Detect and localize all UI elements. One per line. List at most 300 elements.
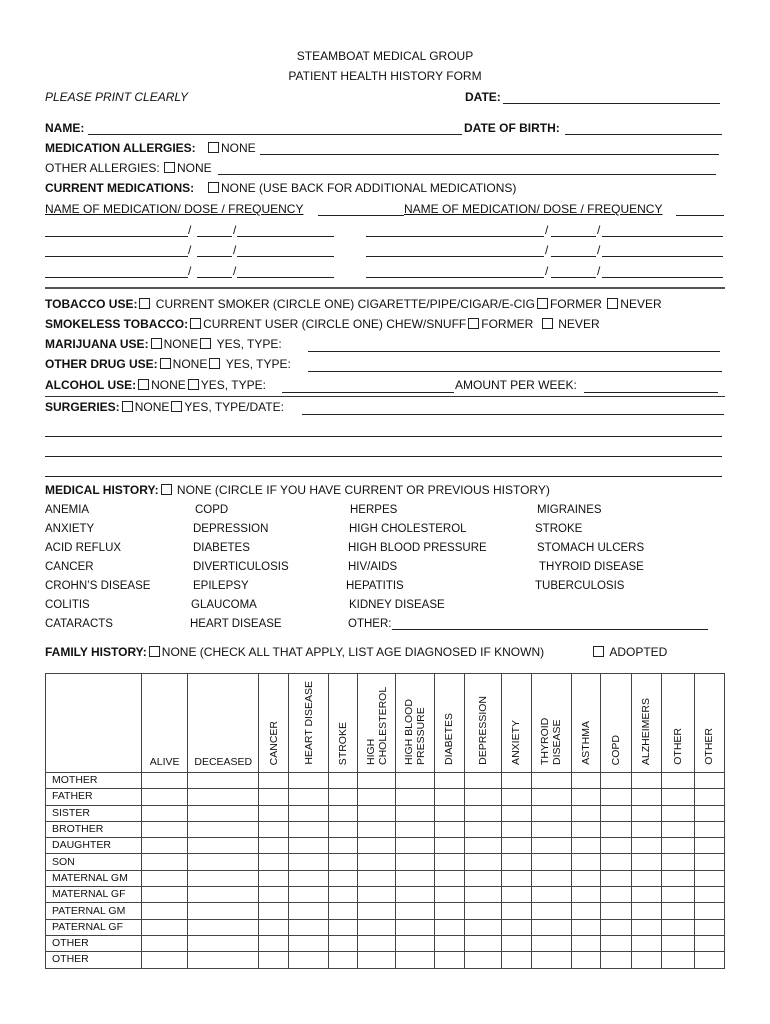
medical-condition-item[interactable]: ACID REFLUX bbox=[45, 542, 122, 554]
table-cell[interactable] bbox=[464, 952, 501, 968]
table-cell[interactable] bbox=[289, 919, 329, 935]
condition-header-label: OTHER bbox=[671, 728, 684, 765]
smokeless-never-checkbox[interactable] bbox=[542, 318, 553, 329]
table-cell[interactable] bbox=[501, 903, 531, 919]
table-cell[interactable] bbox=[571, 821, 600, 837]
table-row bbox=[46, 789, 725, 805]
table-cell[interactable] bbox=[358, 870, 396, 886]
table-cell[interactable] bbox=[531, 935, 571, 951]
table-cell[interactable] bbox=[329, 903, 358, 919]
table-cell[interactable] bbox=[571, 805, 600, 821]
table-cell[interactable] bbox=[464, 854, 501, 870]
table-cell[interactable] bbox=[571, 854, 600, 870]
medication-field-line[interactable] bbox=[197, 277, 232, 278]
table-cell[interactable] bbox=[396, 805, 434, 821]
table-cell[interactable] bbox=[464, 821, 501, 837]
table-cell[interactable] bbox=[289, 773, 329, 789]
table-cell[interactable] bbox=[434, 854, 464, 870]
table-cell[interactable] bbox=[396, 821, 434, 837]
table-cell[interactable] bbox=[571, 838, 600, 854]
table-cell[interactable] bbox=[661, 935, 694, 951]
medical-condition-item[interactable]: HERPES bbox=[350, 504, 398, 516]
medication-field-line[interactable] bbox=[602, 256, 723, 257]
medical-condition-item[interactable]: STOMACH ULCERS bbox=[537, 542, 645, 554]
medical-condition-item[interactable]: KIDNEY DISEASE bbox=[349, 599, 445, 611]
table-cell[interactable] bbox=[289, 870, 329, 886]
medical-condition-item[interactable]: MIGRAINES bbox=[537, 504, 602, 516]
table-cell[interactable] bbox=[531, 903, 571, 919]
relative-label: SON bbox=[46, 854, 142, 870]
table-cell[interactable] bbox=[464, 903, 501, 919]
table-cell[interactable] bbox=[531, 838, 571, 854]
table-cell[interactable] bbox=[289, 952, 329, 968]
other-drug-yes-checkbox[interactable] bbox=[209, 358, 220, 369]
table-cell[interactable] bbox=[501, 854, 531, 870]
table-cell[interactable] bbox=[434, 773, 464, 789]
table-cell[interactable] bbox=[531, 854, 571, 870]
table-cell[interactable] bbox=[501, 805, 531, 821]
medical-condition-item[interactable]: DIABETES bbox=[193, 542, 250, 554]
surgeries-yes-checkbox[interactable] bbox=[171, 401, 182, 412]
table-cell[interactable] bbox=[531, 789, 571, 805]
medication-field-line[interactable] bbox=[551, 236, 596, 237]
table-cell[interactable] bbox=[464, 838, 501, 854]
table-cell[interactable] bbox=[142, 854, 188, 870]
table-cell[interactable] bbox=[358, 935, 396, 951]
table-cell[interactable] bbox=[661, 903, 694, 919]
table-cell[interactable] bbox=[571, 903, 600, 919]
table-cell[interactable] bbox=[600, 789, 631, 805]
none-label: NONE bbox=[163, 337, 199, 351]
table-cell[interactable] bbox=[142, 838, 188, 854]
table-cell[interactable] bbox=[694, 952, 724, 968]
medical-condition-item[interactable]: OTHER: bbox=[348, 618, 392, 630]
table-cell[interactable] bbox=[571, 773, 600, 789]
medical-condition-item[interactable]: CROHN’S DISEASE bbox=[45, 580, 151, 592]
table-cell[interactable] bbox=[661, 805, 694, 821]
table-cell[interactable] bbox=[289, 821, 329, 837]
table-cell[interactable] bbox=[694, 903, 724, 919]
marijuana-type-field[interactable] bbox=[308, 351, 720, 352]
marijuana-label: MARIJUANA USE: bbox=[45, 337, 149, 351]
table-cell[interactable] bbox=[600, 854, 631, 870]
table-cell[interactable] bbox=[531, 870, 571, 886]
medication-field-line[interactable] bbox=[366, 277, 544, 278]
table-cell[interactable] bbox=[396, 935, 434, 951]
medical-condition-item[interactable]: TUBERCULOSIS bbox=[535, 580, 625, 592]
table-row bbox=[46, 887, 725, 903]
medical-condition-item[interactable]: EPILEPSY bbox=[193, 580, 249, 592]
amount-per-week-field[interactable] bbox=[584, 392, 718, 393]
medical-condition-item[interactable]: DEPRESSION bbox=[193, 523, 269, 535]
table-cell[interactable] bbox=[396, 919, 434, 935]
table-cell[interactable] bbox=[600, 773, 631, 789]
section-divider bbox=[45, 396, 725, 397]
table-cell[interactable] bbox=[464, 805, 501, 821]
table-cell[interactable] bbox=[631, 773, 661, 789]
table-cell[interactable] bbox=[329, 789, 358, 805]
surgeries-field[interactable] bbox=[302, 414, 724, 415]
table-cell[interactable] bbox=[396, 903, 434, 919]
table-cell[interactable] bbox=[694, 805, 724, 821]
table-cell[interactable] bbox=[631, 887, 661, 903]
medical-condition-item[interactable]: STROKE bbox=[535, 523, 583, 535]
other-condition-field[interactable] bbox=[392, 629, 708, 630]
table-cell[interactable] bbox=[600, 838, 631, 854]
table-cell[interactable] bbox=[396, 773, 434, 789]
table-cell[interactable] bbox=[531, 821, 571, 837]
table-cell[interactable] bbox=[259, 805, 289, 821]
medical-condition-item[interactable]: GLAUCOMA bbox=[191, 599, 257, 611]
table-cell[interactable] bbox=[142, 887, 188, 903]
medical-condition-item[interactable]: THYROID DISEASE bbox=[539, 561, 644, 573]
table-cell[interactable] bbox=[289, 789, 329, 805]
table-cell[interactable] bbox=[142, 903, 188, 919]
table-cell[interactable] bbox=[600, 935, 631, 951]
medication-allergies-field[interactable] bbox=[260, 154, 719, 155]
table-cell[interactable] bbox=[501, 935, 531, 951]
table-cell[interactable] bbox=[571, 919, 600, 935]
table-cell[interactable] bbox=[631, 903, 661, 919]
medication-field-line[interactable] bbox=[551, 256, 596, 257]
table-cell[interactable] bbox=[358, 903, 396, 919]
table-cell[interactable] bbox=[531, 773, 571, 789]
table-cell[interactable] bbox=[631, 870, 661, 886]
table-cell[interactable] bbox=[434, 789, 464, 805]
medical-condition-item[interactable]: HIGH BLOOD PRESSURE bbox=[348, 542, 487, 554]
table-cell[interactable] bbox=[188, 935, 259, 951]
surgeries-field-line[interactable] bbox=[45, 436, 722, 437]
table-cell[interactable] bbox=[694, 887, 724, 903]
table-cell[interactable] bbox=[434, 838, 464, 854]
table-cell[interactable] bbox=[396, 887, 434, 903]
table-cell[interactable] bbox=[571, 870, 600, 886]
table-cell[interactable] bbox=[358, 805, 396, 821]
marijuana-none-checkbox[interactable] bbox=[151, 338, 162, 349]
condition-header bbox=[329, 674, 358, 773]
medical-condition-item[interactable]: COPD bbox=[195, 504, 229, 516]
medication-field-line[interactable] bbox=[237, 236, 334, 237]
alcohol-none-checkbox[interactable] bbox=[138, 379, 149, 390]
other-drug-none-checkbox[interactable] bbox=[160, 358, 171, 369]
table-cell[interactable] bbox=[694, 821, 724, 837]
table-cell[interactable] bbox=[289, 854, 329, 870]
table-cell[interactable] bbox=[434, 952, 464, 968]
table-cell[interactable] bbox=[694, 789, 724, 805]
medical-condition-item[interactable]: ANXIETY bbox=[45, 523, 95, 535]
table-cell[interactable] bbox=[531, 887, 571, 903]
medication-allergies-none-checkbox[interactable] bbox=[208, 142, 219, 153]
table-cell[interactable] bbox=[501, 838, 531, 854]
relative-label: MATERNAL GM bbox=[46, 870, 142, 886]
table-cell[interactable] bbox=[661, 838, 694, 854]
table-cell[interactable] bbox=[396, 952, 434, 968]
table-cell[interactable] bbox=[694, 870, 724, 886]
table-cell[interactable] bbox=[600, 887, 631, 903]
table-cell[interactable] bbox=[631, 821, 661, 837]
other-allergies-none-checkbox[interactable] bbox=[164, 162, 175, 173]
table-cell[interactable] bbox=[396, 854, 434, 870]
table-cell[interactable] bbox=[259, 903, 289, 919]
table-cell[interactable] bbox=[631, 854, 661, 870]
table-cell[interactable] bbox=[661, 887, 694, 903]
medication-field-line[interactable] bbox=[237, 256, 334, 257]
other-allergies-label: OTHER ALLERGIES: bbox=[45, 161, 160, 175]
condition-header bbox=[600, 674, 631, 773]
table-cell[interactable] bbox=[434, 887, 464, 903]
current-smoker-checkbox[interactable] bbox=[139, 298, 150, 309]
table-cell[interactable] bbox=[142, 773, 188, 789]
table-cell[interactable] bbox=[188, 919, 259, 935]
other-drug-type-field[interactable] bbox=[308, 371, 722, 372]
table-cell[interactable] bbox=[501, 773, 531, 789]
table-cell[interactable] bbox=[259, 789, 289, 805]
condition-header bbox=[464, 674, 501, 773]
other-allergies-field[interactable] bbox=[218, 174, 716, 175]
table-cell[interactable] bbox=[329, 952, 358, 968]
medication-field-line[interactable] bbox=[602, 277, 723, 278]
table-cell[interactable] bbox=[531, 919, 571, 935]
table-cell[interactable] bbox=[188, 903, 259, 919]
table-cell[interactable] bbox=[694, 919, 724, 935]
table-cell[interactable] bbox=[396, 789, 434, 805]
medical-condition-item[interactable]: CANCER bbox=[45, 561, 94, 573]
table-cell[interactable] bbox=[571, 887, 600, 903]
table-cell[interactable] bbox=[289, 903, 329, 919]
medical-history-none-checkbox[interactable] bbox=[161, 484, 172, 495]
table-cell[interactable] bbox=[188, 870, 259, 886]
table-cell[interactable] bbox=[434, 903, 464, 919]
table-cell[interactable] bbox=[501, 919, 531, 935]
smokeless-current-checkbox[interactable] bbox=[190, 318, 201, 329]
medication-field-line[interactable] bbox=[551, 277, 596, 278]
dob-field[interactable] bbox=[565, 134, 722, 135]
medical-condition-item[interactable]: COLITIS bbox=[45, 599, 90, 611]
table-cell[interactable] bbox=[631, 838, 661, 854]
adopted-checkbox[interactable] bbox=[593, 646, 604, 657]
table-cell[interactable] bbox=[694, 773, 724, 789]
medication-field-line[interactable] bbox=[602, 236, 723, 237]
table-cell[interactable] bbox=[600, 903, 631, 919]
medical-history-label: MEDICAL HISTORY: bbox=[45, 483, 159, 497]
table-cell[interactable] bbox=[358, 952, 396, 968]
table-cell[interactable] bbox=[142, 805, 188, 821]
table-cell[interactable] bbox=[501, 789, 531, 805]
table-cell[interactable] bbox=[329, 821, 358, 837]
table-cell[interactable] bbox=[188, 887, 259, 903]
dob-label: DATE OF BIRTH: bbox=[464, 121, 560, 135]
table-cell[interactable] bbox=[142, 919, 188, 935]
table-cell[interactable] bbox=[464, 773, 501, 789]
table-cell[interactable] bbox=[259, 919, 289, 935]
table-cell[interactable] bbox=[259, 870, 289, 886]
table-cell[interactable] bbox=[329, 854, 358, 870]
smokeless-label: SMOKELESS TOBACCO: bbox=[45, 317, 189, 331]
table-cell[interactable] bbox=[188, 789, 259, 805]
table-cell[interactable] bbox=[694, 935, 724, 951]
table-cell[interactable] bbox=[434, 821, 464, 837]
table-cell[interactable] bbox=[289, 838, 329, 854]
alcohol-yes-checkbox[interactable] bbox=[188, 379, 199, 390]
table-cell[interactable] bbox=[661, 789, 694, 805]
table-cell[interactable] bbox=[142, 789, 188, 805]
table-cell[interactable] bbox=[694, 854, 724, 870]
table-cell[interactable] bbox=[329, 870, 358, 886]
table-cell[interactable] bbox=[142, 935, 188, 951]
medication-field-line[interactable] bbox=[45, 277, 188, 278]
table-cell[interactable] bbox=[501, 870, 531, 886]
table-cell[interactable] bbox=[142, 952, 188, 968]
table-cell[interactable] bbox=[631, 789, 661, 805]
tobacco-former-checkbox[interactable] bbox=[537, 298, 548, 309]
table-cell[interactable] bbox=[661, 919, 694, 935]
table-cell[interactable] bbox=[358, 919, 396, 935]
table-cell[interactable] bbox=[358, 838, 396, 854]
table-cell[interactable] bbox=[661, 952, 694, 968]
table-cell[interactable] bbox=[661, 854, 694, 870]
condition-header-label: HIGH BLOOD PRESSURE bbox=[402, 699, 427, 765]
table-cell[interactable] bbox=[358, 854, 396, 870]
table-cell[interactable] bbox=[329, 919, 358, 935]
table-cell[interactable] bbox=[600, 821, 631, 837]
tobacco-label: TOBACCO USE: bbox=[45, 297, 138, 311]
table-cell[interactable] bbox=[329, 773, 358, 789]
table-cell[interactable] bbox=[259, 821, 289, 837]
table-cell[interactable] bbox=[531, 952, 571, 968]
table-cell[interactable] bbox=[188, 838, 259, 854]
table-cell[interactable] bbox=[631, 935, 661, 951]
alcohol-yes-label: YES, TYPE: bbox=[200, 378, 266, 392]
table-cell[interactable] bbox=[464, 935, 501, 951]
condition-header bbox=[396, 674, 434, 773]
medical-condition-item[interactable]: ANEMIA bbox=[45, 504, 90, 516]
condition-header-label: HIGH CHOLESTEROL bbox=[364, 686, 389, 765]
table-cell[interactable] bbox=[329, 805, 358, 821]
surgeries-field-line[interactable] bbox=[45, 456, 722, 457]
table-cell[interactable] bbox=[600, 919, 631, 935]
org-name: STEAMBOAT MEDICAL GROUP bbox=[296, 49, 474, 63]
table-cell[interactable] bbox=[396, 838, 434, 854]
name-field[interactable] bbox=[88, 134, 462, 135]
table-cell[interactable] bbox=[358, 887, 396, 903]
none-label: NONE bbox=[151, 378, 186, 392]
table-cell[interactable] bbox=[259, 935, 289, 951]
table-cell[interactable] bbox=[571, 935, 600, 951]
table-cell[interactable] bbox=[142, 821, 188, 837]
medication-field-line[interactable] bbox=[366, 256, 544, 257]
medical-condition-item[interactable]: HIGH CHOLESTEROL bbox=[349, 523, 467, 535]
surgeries-none-checkbox[interactable] bbox=[122, 401, 133, 412]
medication-field-line[interactable] bbox=[197, 236, 232, 237]
table-corner bbox=[46, 674, 142, 773]
table-cell[interactable] bbox=[259, 887, 289, 903]
medical-condition-item[interactable]: HIV/AIDS bbox=[348, 561, 398, 573]
table-cell[interactable] bbox=[661, 773, 694, 789]
table-cell[interactable] bbox=[531, 805, 571, 821]
alcohol-type-field[interactable] bbox=[282, 392, 454, 393]
table-cell[interactable] bbox=[259, 952, 289, 968]
table-cell[interactable] bbox=[434, 935, 464, 951]
table-cell[interactable] bbox=[259, 854, 289, 870]
smokeless-former-checkbox[interactable] bbox=[468, 318, 479, 329]
table-cell[interactable] bbox=[571, 952, 600, 968]
surgeries-label: SURGERIES: bbox=[45, 400, 120, 414]
table-cell[interactable] bbox=[661, 870, 694, 886]
marijuana-yes-checkbox[interactable] bbox=[200, 338, 211, 349]
table-cell[interactable] bbox=[694, 838, 724, 854]
medical-condition-item[interactable]: HEART DISEASE bbox=[190, 618, 282, 630]
table-cell[interactable] bbox=[434, 919, 464, 935]
family-history-none-checkbox[interactable] bbox=[149, 646, 160, 657]
table-cell[interactable] bbox=[600, 805, 631, 821]
medical-history-row bbox=[45, 483, 550, 497]
table-cell[interactable] bbox=[501, 821, 531, 837]
current-medications-none-checkbox[interactable] bbox=[208, 182, 219, 193]
table-cell[interactable] bbox=[188, 952, 259, 968]
table-cell[interactable] bbox=[464, 919, 501, 935]
table-cell[interactable] bbox=[661, 821, 694, 837]
separator-slash: / bbox=[188, 243, 192, 257]
table-cell[interactable] bbox=[188, 821, 259, 837]
table-cell[interactable] bbox=[289, 887, 329, 903]
smokeless-row bbox=[45, 317, 600, 331]
table-cell[interactable] bbox=[571, 789, 600, 805]
table-cell[interactable] bbox=[142, 870, 188, 886]
tobacco-never-checkbox[interactable] bbox=[607, 298, 618, 309]
table-cell[interactable] bbox=[501, 887, 531, 903]
table-cell[interactable] bbox=[329, 838, 358, 854]
medical-condition-item[interactable]: DIVERTICULOSIS bbox=[193, 561, 289, 573]
table-cell[interactable] bbox=[289, 805, 329, 821]
medical-condition-item[interactable]: HEPATITIS bbox=[346, 580, 404, 592]
table-cell[interactable] bbox=[358, 789, 396, 805]
date-field[interactable] bbox=[503, 103, 720, 104]
table-cell[interactable] bbox=[259, 773, 289, 789]
relative-label: FATHER bbox=[46, 789, 142, 805]
table-row bbox=[46, 935, 725, 951]
table-cell[interactable] bbox=[188, 854, 259, 870]
table-cell[interactable] bbox=[289, 935, 329, 951]
table-cell[interactable] bbox=[358, 821, 396, 837]
table-cell[interactable] bbox=[464, 789, 501, 805]
surgeries-field-line[interactable] bbox=[45, 476, 722, 477]
table-cell[interactable] bbox=[600, 870, 631, 886]
table-cell[interactable] bbox=[464, 887, 501, 903]
medical-condition-item[interactable]: CATARACTS bbox=[45, 618, 113, 630]
medication-field-line[interactable] bbox=[45, 236, 188, 237]
condition-header-label: ANXIETY bbox=[510, 720, 523, 765]
table-cell[interactable] bbox=[464, 870, 501, 886]
table-cell[interactable] bbox=[600, 952, 631, 968]
table-cell[interactable] bbox=[434, 870, 464, 886]
table-cell[interactable] bbox=[501, 952, 531, 968]
medication-field-line[interactable] bbox=[197, 256, 232, 257]
table-cell[interactable] bbox=[631, 805, 661, 821]
table-cell[interactable] bbox=[631, 952, 661, 968]
table-cell[interactable] bbox=[434, 805, 464, 821]
table-cell[interactable] bbox=[188, 773, 259, 789]
table-cell[interactable] bbox=[329, 935, 358, 951]
medication-field-line[interactable] bbox=[366, 236, 544, 237]
table-cell[interactable] bbox=[358, 773, 396, 789]
table-cell[interactable] bbox=[259, 838, 289, 854]
table-cell[interactable] bbox=[329, 887, 358, 903]
table-cell[interactable] bbox=[396, 870, 434, 886]
medication-field-line[interactable] bbox=[45, 256, 188, 257]
table-cell[interactable] bbox=[631, 919, 661, 935]
table-cell[interactable] bbox=[188, 805, 259, 821]
medication-field-line[interactable] bbox=[237, 277, 334, 278]
